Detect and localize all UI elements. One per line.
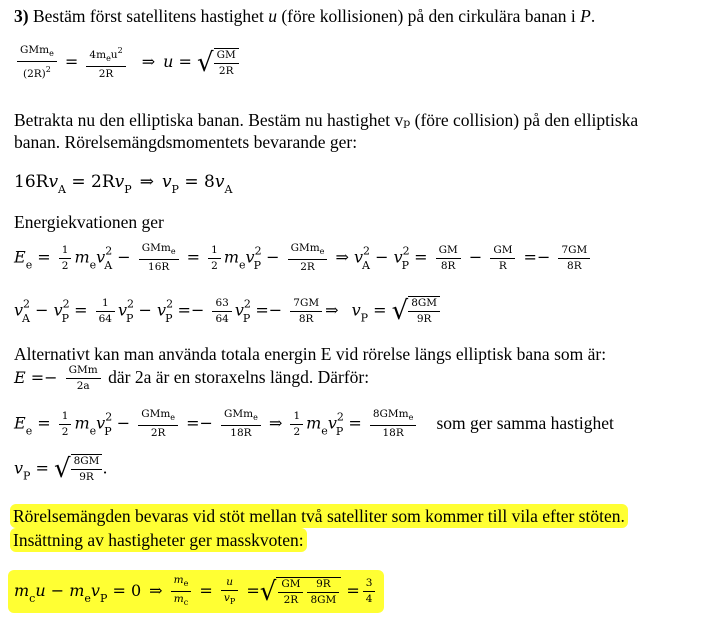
highlight-line-2: Insättning av hastigheter ger masskvoten:: [10, 530, 307, 551]
highlight-line-1: Rörelsemängden bevaras vid stöt mellan två satelliter som kommer till vila efter stöten.: [10, 506, 628, 527]
problem-intro: 3) Bestäm först satellitens hastighet u (före kollisionen) på den cirkulära banan i P.: [14, 6, 596, 26]
equation-circular-speed: $\frac{GMm_e}{(2R)^2}$ = $\frac{4m_eu^2}{2R}$ ⇒ u = √ $\frac{GM}{2R}$: [14, 44, 239, 81]
energy-heading: Energiekvationen ger: [14, 212, 164, 232]
same-speed-text: som ger samma hastighet: [436, 412, 614, 433]
equation-velocity-difference: $v^2_A - v^2_P$ = $\frac{1}{64}$ $v^2_P - v^2_P$ =− $\frac{63}{64}$ $v^2_P$ =− $\frac{7GM}{8R}$ ⇒ $v_P$ = √ $\frac{8GM}{9R}$: [14, 296, 440, 326]
total-energy-line: E =− $\frac{\text{GMm}}{2a}$ där 2a är en storaxelns längd. Därför:: [14, 364, 370, 392]
alternative-paragraph: Alternativt kan man använda totala energin E vid rörelse längs elliptisk bana som är:: [14, 344, 607, 364]
equation-total-energy: $E_e$ = $\frac{1}{2}$ $m_ev^2_P$ − $\frac{GMm_e}{2R}$ =− $\frac{GMm_e}{18R}$ ⇒ $\frac{1}{2}$ $m_ev^2_P$ = $\frac{8GMm_e}{18R}$ som ger samma hastighet: [14, 408, 614, 439]
equation-energy: $E_e$ = $\frac{1}{2}$ $m_ev^2_A$ − $\frac{GMm_e}{16R}$ = $\frac{1}{2}$ $m_ev^2_P$ − $\frac{GMm_e}{2R}$ ⇒ $v^2_A - v^2_P$ = $\frac{GM}{8R}$ − $\frac{GM}{R}$ =− $\frac{7GM}{8R}$: [14, 242, 593, 274]
paragraph-elliptic-a: Betrakta nu den elliptiska banan. Bestäm nu hastighet vₚ (före collision) på den elliptiska: [14, 110, 639, 130]
equation-mass-ratio: $m_cu - m_ev_P = 0$ ⇒ $\frac{m_e}{m_c}$ = $\frac{u}{v_P}$ =√ $\frac{GM}{2R}$ $\frac{9R}{8GM}$ = $\frac{3}{4}$: [8, 570, 384, 613]
paragraph-elliptic-b: banan. Rörelsemängdsmomentets bevarande ger:: [14, 132, 358, 152]
equation-vp-result: $v_P$ = √ $\frac{8GM}{9R}$ .: [14, 454, 108, 484]
equation-angular-momentum: $16Rv_A = 2Rv_P$ ⇒ $v_P = 8v_A$: [14, 172, 233, 196]
